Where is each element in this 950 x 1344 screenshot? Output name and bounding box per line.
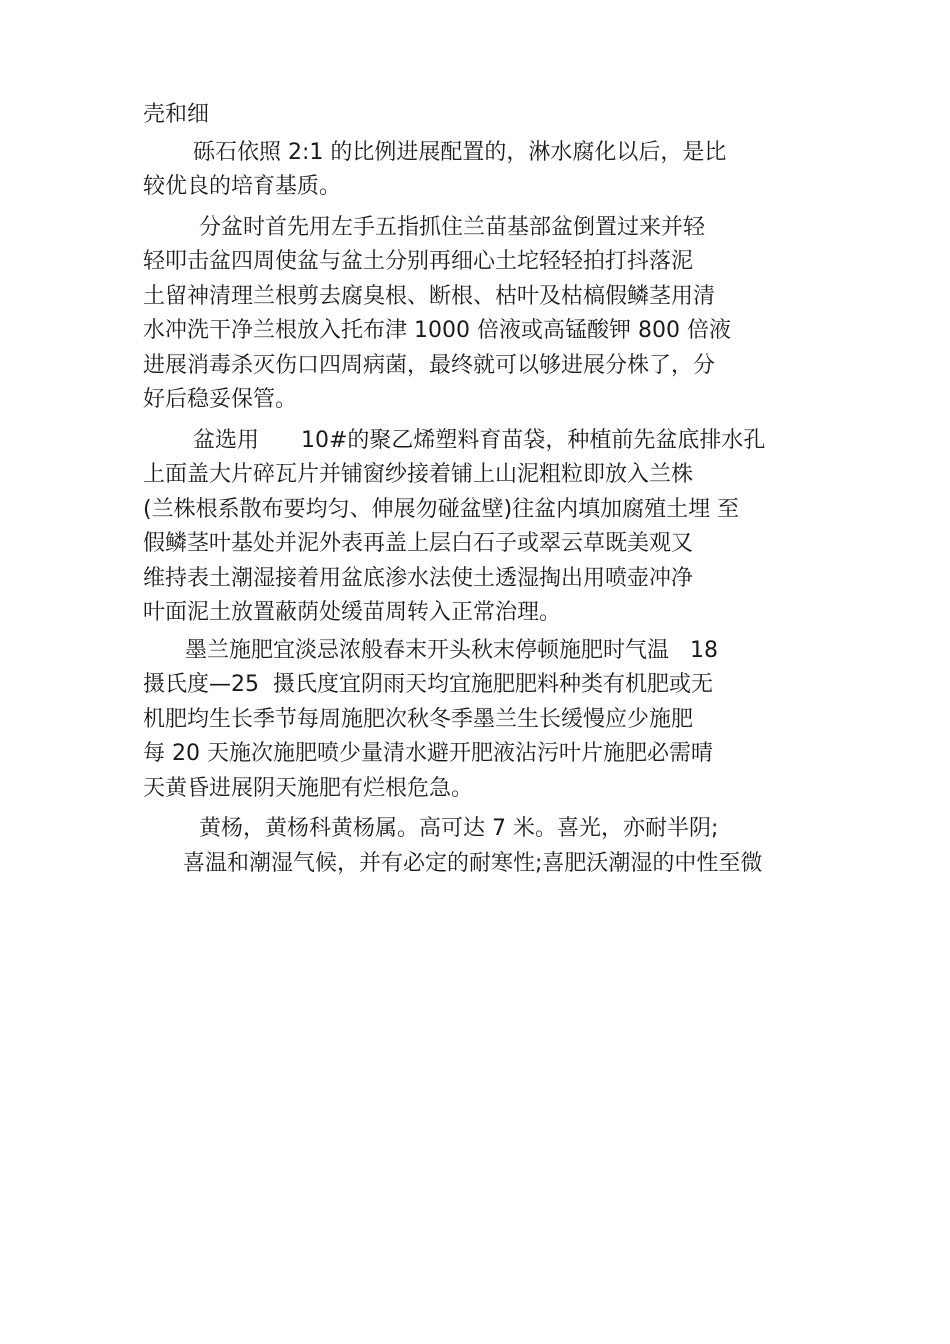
text-line: 轻叩击盆四周使盆与盆土分别再细心土坨轻轻拍打抖落泥 [143,249,694,274]
paragraph-1 [143,98,813,133]
text-line: 上面盖大片碎瓦片并铺窗纱接着铺上山泥粗粒即放入兰株 [143,462,694,487]
text-line: 水冲洗干净兰根放入托布津 1000 倍液或高锰酸钾 800 倍液 [143,318,731,343]
text-line: 较优良的培育基质。 [143,174,342,199]
paragraph-2 [143,136,813,205]
text-line: 进展消毒杀灭伤口四周病菌，最终就可以够进展分株了，分 [143,352,716,378]
paragraph-3 [143,211,813,418]
text-line: 假鳞茎叶基处并泥外表再盖上层白石子或翠云草既美观又 [143,531,694,556]
paragraph-4 [143,424,813,631]
text-line: 机肥均生长季节每周施肥次秋冬季墨兰生长缓慢应少施肥 [143,706,694,732]
text-line: 砾石依照 2:1 的比例进展配置的，淋水腐化以后，是比 [193,139,727,165]
text-line: 黄杨，黄杨科黄杨属。高可达 7 米。喜光，亦耐半阴; [199,816,719,841]
text-line: 摄氏度—25 摄氏度宜阴雨天均宜施肥肥料种类有机肥或无 [143,672,713,697]
text-line: 盆选用 10#的聚乙烯塑料育苗袋，种植前先盆底排水孔 [193,427,766,453]
text-line: 叶面泥土放置蔽荫处缓苗周转入正常治理。 [143,600,562,625]
text-line: 喜温和潮湿气候，并有必定的耐寒性;喜肥沃潮湿的中性至微 [183,850,763,876]
text-line: 天黄昏进展阴天施肥有烂根危急。 [143,775,474,801]
text-line: 分盆时首先用左手五指抓住兰苗基部盆倒置过来并轻 [199,214,706,240]
paragraph-5 [143,634,813,807]
paragraph-6 [143,812,813,881]
text-line: 维持表土潮湿接着用盆底渗水法使土透湿掏出用喷壶冲净 [143,565,694,591]
text-line: 壳和细 [143,102,210,127]
text-line: (兰株根系散布要均匀、伸展勿碰盆壁)往盆内填加腐殖土埋 至 [143,496,740,522]
document-body [143,98,813,881]
text-line: 墨兰施肥宜淡忌浓般春末开头秋末停顿施肥时气温 18 [185,637,718,663]
text-line: 每 20 天施次施肥喷少量清水避开肥液沾污叶片施肥必需晴 [143,741,713,766]
text-line: 土留神清理兰根剪去腐臭根、断根、枯叶及枯槁假鳞茎用清 [143,283,716,309]
text-line: 好后稳妥保管。 [143,387,298,412]
